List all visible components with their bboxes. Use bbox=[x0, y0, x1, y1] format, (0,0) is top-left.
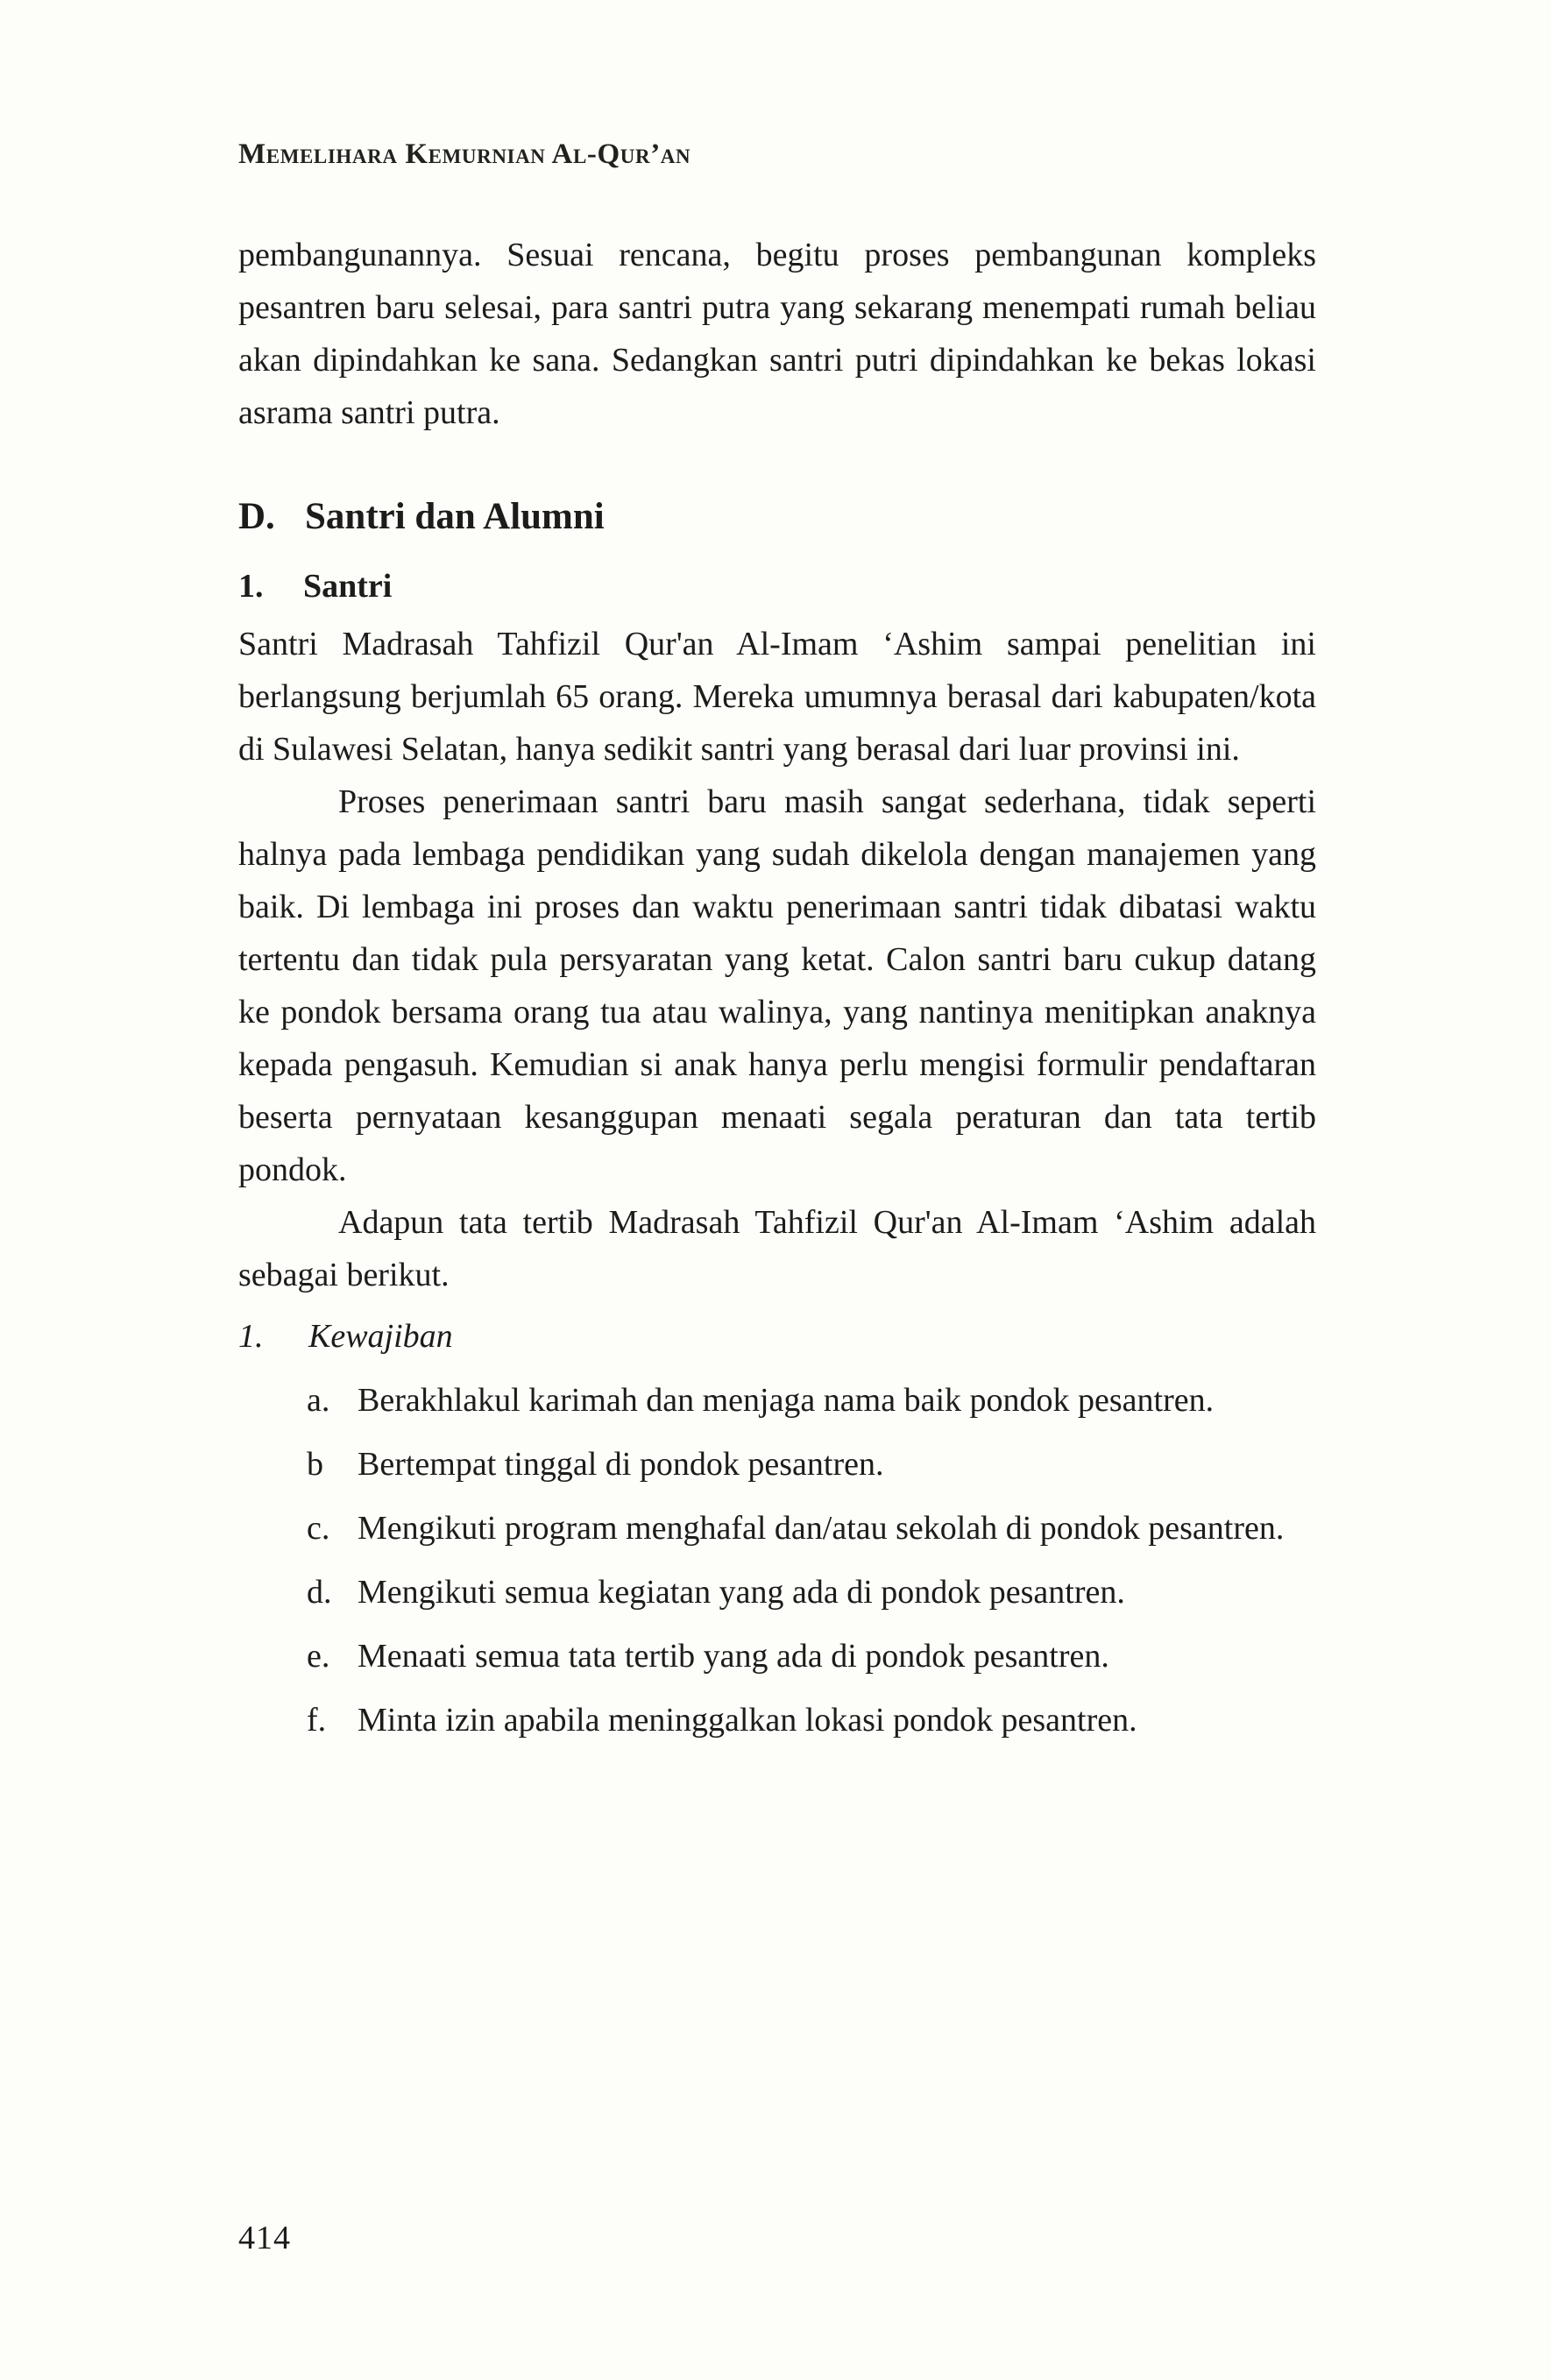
page-number: 414 bbox=[238, 2220, 291, 2256]
list-item-marker: f. bbox=[307, 1702, 327, 1739]
list-heading-label: Kewajiban bbox=[308, 1318, 453, 1355]
subheading-santri bbox=[238, 563, 1316, 609]
list-item-b bbox=[238, 1438, 1316, 1491]
list-heading-number: 1. bbox=[238, 1318, 264, 1355]
list-item-text: Menaati semua tata tertib yang ada di pondok pesantren. bbox=[358, 1638, 1109, 1675]
subheading-number: 1. bbox=[238, 568, 264, 605]
list-item-marker: d. bbox=[307, 1574, 332, 1611]
list-item-marker: a. bbox=[307, 1382, 330, 1419]
paragraph-pembangunan: pembangunannya. Sesuai rencana, begitu proses pembangunan kompleks pesantren baru selesai, para santri putra yang sekarang menempati rumah beliau akan dipindahkan ke sana. Sedangkan santri putri dipindahkan ke bekas lokasi asrama santri putra. bbox=[238, 237, 1316, 431]
list-item-text: Mengikuti program menghafal dan/atau sekolah di pondok pesantren. bbox=[358, 1510, 1285, 1547]
section-heading-number: D. bbox=[238, 496, 275, 537]
running-header: Memelihara Kemurnian Al-Qur’an bbox=[238, 138, 691, 170]
kewajiban-list bbox=[238, 1374, 1316, 1746]
list-item-marker: e. bbox=[307, 1638, 330, 1675]
list-item-marker: c. bbox=[307, 1510, 330, 1547]
section-heading-santri-dan-alumni bbox=[238, 493, 1316, 541]
list-item-a bbox=[238, 1374, 1316, 1427]
subheading-text: Santri bbox=[303, 568, 393, 605]
section-heading-text: Santri dan Alumni bbox=[305, 496, 605, 537]
list-item-text: Bertempat tinggal di pondok pesantren. bbox=[358, 1446, 884, 1483]
page-content bbox=[238, 138, 1316, 1746]
list-item-marker: b bbox=[307, 1446, 323, 1483]
list-item-text: Berakhlakul karimah dan menjaga nama baik pondok pesantren. bbox=[358, 1382, 1215, 1419]
paragraph-proses-penerimaan: Proses penerimaan santri baru masih sangat sederhana, tidak seperti halnya pada lembaga pendidikan yang sudah dikelola dengan manajemen yang baik. Di lembaga ini proses dan waktu penerimaan santri tidak dibatasi waktu tertentu dan tidak pula persyaratan yang ketat. Calon santri baru cukup datang ke pondok bersama orang tua atau walinya, yang nantinya menitipkan anaknya kepada pengasuh. Kemudian si anak hanya perlu mengisi formulir pendaftaran beserta pernyataan kesanggupan menaati segala peraturan dan tata tertib pondok. bbox=[238, 783, 1316, 1188]
list-heading-kewajiban bbox=[238, 1310, 1316, 1363]
list-item-c bbox=[238, 1502, 1316, 1555]
list-item-d bbox=[238, 1566, 1316, 1619]
list-item-text: Mengikuti semua kegiatan yang ada di pondok pesantren. bbox=[358, 1574, 1125, 1611]
list-item-e bbox=[238, 1630, 1316, 1682]
list-item-f bbox=[238, 1694, 1316, 1746]
list-item-text: Minta izin apabila meninggalkan lokasi pondok pesantren. bbox=[358, 1702, 1137, 1739]
paragraph-adapun-tata-tertib: Adapun tata tertib Madrasah Tahfizil Qur'an Al-Imam ‘Ashim adalah sebagai berikut. bbox=[238, 1204, 1316, 1293]
paragraph-santri-jumlah: Santri Madrasah Tahfizil Qur'an Al-Imam ‘Ashim sampai penelitian ini berlangsung berjumlah 65 orang. Mereka umumnya berasal dari kabupaten/kota di Sulawesi Selatan, hanya sedikit santri yang berasal dari luar provinsi ini. bbox=[238, 626, 1316, 768]
